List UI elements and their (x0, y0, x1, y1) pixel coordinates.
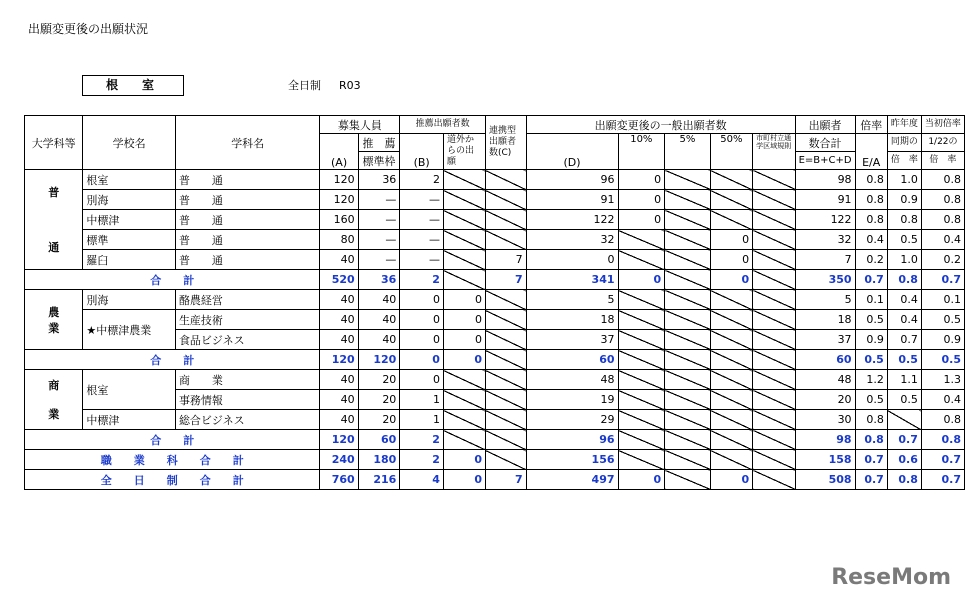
cell-slash (618, 430, 665, 450)
shokugyo-sum-label: 職 業 科 合 計 (25, 450, 320, 470)
cell-slash (485, 410, 526, 430)
cell-ratio: 0.9 (855, 330, 887, 350)
cell-d: 497 (526, 470, 618, 490)
cell-slash (485, 350, 526, 370)
cell-slash (485, 430, 526, 450)
group-nogyo-1: 農 (48, 305, 60, 319)
cell-slash (710, 190, 752, 210)
cell-slash (618, 230, 665, 250)
cell-s: — (358, 210, 400, 230)
course-name: 普 通 (175, 230, 320, 250)
cell-slash (485, 390, 526, 410)
header-total3: E=B+C+D (795, 152, 855, 170)
header-ratio2: E/A (855, 134, 887, 170)
cell-d: 18 (526, 310, 618, 330)
cell-init: 0.7 (921, 470, 964, 490)
cell-init: 0.4 (921, 230, 964, 250)
cell-slash (618, 310, 665, 330)
cell-a: 120 (320, 350, 358, 370)
cell-s: 120 (358, 350, 400, 370)
course-name: 総合ビジネス (175, 410, 320, 430)
cell-slash (753, 370, 795, 390)
header-recruit-a: (A) (320, 134, 358, 170)
cell-slash (710, 430, 752, 450)
resemom-watermark: ReseMom (831, 565, 951, 590)
cell-s: — (358, 230, 400, 250)
cell-b: 2 (400, 270, 444, 290)
cell-d: 96 (526, 170, 618, 190)
cell-b: 1 (400, 390, 444, 410)
cell-e: 37 (795, 330, 855, 350)
cell-init: 0.8 (921, 410, 964, 430)
cell-o: 0 (443, 470, 485, 490)
cell-ratio: 0.8 (855, 210, 887, 230)
cell-o: 0 (443, 310, 485, 330)
cell-b: 2 (400, 430, 444, 450)
system-label (288, 77, 379, 93)
cell-init: 0.1 (921, 290, 964, 310)
cell-slash (665, 230, 711, 250)
cell-last: 0.5 (887, 230, 921, 250)
cell-slash (753, 170, 795, 190)
cell-init: 0.8 (921, 210, 964, 230)
shogyo-sum-label: 合 計 (25, 430, 320, 450)
cell-slash (710, 290, 752, 310)
cell-b: 2 (400, 450, 444, 470)
cell-slash (710, 350, 752, 370)
cell-slash (485, 290, 526, 310)
cell-b: 2 (400, 170, 444, 190)
cell-ratio: 1.2 (855, 370, 887, 390)
cell-slash (665, 250, 711, 270)
cell-ratio: 0.5 (855, 310, 887, 330)
cell-slash (710, 170, 752, 190)
cell-slash (618, 350, 665, 370)
cell-a: 120 (320, 170, 358, 190)
cell-c: 7 (485, 470, 526, 490)
cell-slash (710, 390, 752, 410)
cell-s: 40 (358, 330, 400, 350)
cell-slash (753, 350, 795, 370)
cell-b: — (400, 250, 444, 270)
cell-d: 341 (526, 270, 618, 290)
cell-a: 40 (320, 330, 358, 350)
course-name: 普 通 (175, 190, 320, 210)
cell-p10: 0 (618, 170, 665, 190)
cell-c: 7 (485, 270, 526, 290)
cell-slash (665, 370, 711, 390)
header-initial1: 当初倍率 (921, 116, 964, 134)
cell-slash (710, 410, 752, 430)
cell-d: 91 (526, 190, 618, 210)
cell-slash (665, 330, 711, 350)
cell-e: 350 (795, 270, 855, 290)
cell-slash (710, 310, 752, 330)
course-name: 事務情報 (175, 390, 320, 410)
course-name: 普 通 (175, 210, 320, 230)
cell-s: — (358, 190, 400, 210)
course-name: 酪農経営 (175, 290, 320, 310)
header-p50: 50% (710, 134, 752, 170)
header-b: (B) (400, 134, 444, 170)
header-municipal: 市町村立通学区域規則 (753, 134, 795, 170)
cell-slash (618, 410, 665, 430)
cell-slash (443, 230, 485, 250)
cell-p50: 0 (710, 250, 752, 270)
cell-slash (753, 290, 795, 310)
header-ratio: 倍率 (855, 116, 887, 134)
cell-a: 40 (320, 410, 358, 430)
cell-slash (753, 190, 795, 210)
header-last-year1: 昨年度 (887, 116, 921, 134)
cell-slash (485, 450, 526, 470)
cell-a: 40 (320, 390, 358, 410)
header-out-of-pref: 道外からの出願 (443, 134, 485, 170)
header-suisen1: 推 薦 (358, 134, 400, 152)
group-futsu-1: 普 (48, 186, 60, 199)
cell-last: 1.0 (887, 170, 921, 190)
cell-slash (753, 230, 795, 250)
cell-slash (443, 170, 485, 190)
group-shogyo-1: 商 (48, 379, 60, 392)
cell-ratio: 0.5 (855, 390, 887, 410)
header-total1: 出願者 (795, 116, 855, 134)
cell-e: 508 (795, 470, 855, 490)
cell-last: 0.6 (887, 450, 921, 470)
nogyo-sum-label: 合 計 (25, 350, 320, 370)
cell-init: 0.2 (921, 250, 964, 270)
cell-slash (710, 210, 752, 230)
cell-slash (665, 410, 711, 430)
cell-slash (443, 270, 485, 290)
cell-slash (753, 270, 795, 290)
system-type: 全日制 (288, 79, 321, 92)
cell-slash (443, 430, 485, 450)
cell-slash (618, 370, 665, 390)
cell-e: 5 (795, 290, 855, 310)
cell-b: — (400, 230, 444, 250)
cell-ratio: 0.5 (855, 350, 887, 370)
cell-ratio: 0.7 (855, 450, 887, 470)
cell-d: 60 (526, 350, 618, 370)
cell-ratio: 0.4 (855, 230, 887, 250)
group-shogyo-2: 業 (48, 408, 60, 421)
cell-ratio: 0.7 (855, 470, 887, 490)
cell-b: — (400, 190, 444, 210)
region-label: 根 室 (82, 75, 184, 96)
cell-b: 0 (400, 330, 444, 350)
cell-a: 520 (320, 270, 358, 290)
cell-slash (618, 250, 665, 270)
course-name: 普 通 (175, 170, 320, 190)
header-last-year3: 倍 率 (887, 152, 921, 170)
cell-o: 0 (443, 450, 485, 470)
cell-d: 19 (526, 390, 618, 410)
cell-slash (665, 270, 711, 290)
school-name: 別海 (83, 290, 176, 310)
school-name: 中標津 (83, 210, 176, 230)
cell-slash (443, 390, 485, 410)
cell-s: 60 (358, 430, 400, 450)
page-title: 出願変更後の出願状況 (28, 22, 149, 36)
cell-init: 0.7 (921, 450, 964, 470)
cell-slash (665, 170, 711, 190)
cell-slash (443, 210, 485, 230)
cell-slash (710, 450, 752, 470)
cell-b: 0 (400, 350, 444, 370)
cell-slash (753, 470, 795, 490)
cell-slash (485, 190, 526, 210)
cell-slash (665, 190, 711, 210)
cell-a: 120 (320, 430, 358, 450)
cell-slash (665, 350, 711, 370)
cell-s: 40 (358, 290, 400, 310)
cell-a: 80 (320, 230, 358, 250)
cell-a: 40 (320, 290, 358, 310)
cell-s: — (358, 250, 400, 270)
cell-d: 156 (526, 450, 618, 470)
cell-s: 20 (358, 370, 400, 390)
cell-e: 48 (795, 370, 855, 390)
header-d: (D) (526, 134, 618, 170)
cell-slash (618, 450, 665, 470)
cell-slash (485, 230, 526, 250)
header-suisen-apps: 推薦出願者数 (400, 116, 486, 134)
group-futsu-2: 通 (48, 241, 60, 254)
cell-s: 20 (358, 390, 400, 410)
cell-b: — (400, 210, 444, 230)
cell-e: 98 (795, 430, 855, 450)
cell-last: 0.8 (887, 270, 921, 290)
cell-d: 29 (526, 410, 618, 430)
cell-p10: 0 (618, 190, 665, 210)
cell-last: 0.8 (887, 470, 921, 490)
header-school: 学校名 (83, 116, 176, 170)
group-shogyo (25, 370, 83, 430)
header-last-year2: 同期の (887, 134, 921, 152)
cell-d: 122 (526, 210, 618, 230)
cell-last: 0.4 (887, 290, 921, 310)
cell-last: 0.5 (887, 390, 921, 410)
header-general: 出願変更後の一般出願者数 (526, 116, 795, 134)
cell-ratio: 0.8 (855, 170, 887, 190)
cell-e: 122 (795, 210, 855, 230)
cell-a: 40 (320, 370, 358, 390)
cell-ratio: 0.2 (855, 250, 887, 270)
header-recruit: 募集人員 (320, 116, 400, 134)
cell-slash (665, 210, 711, 230)
cell-init: 0.9 (921, 330, 964, 350)
cell-last: 0.8 (887, 210, 921, 230)
cell-d: 96 (526, 430, 618, 450)
cell-e: 7 (795, 250, 855, 270)
header-renkei: 連携型出願者数(C) (485, 116, 526, 170)
cell-b: 0 (400, 290, 444, 310)
cell-e: 158 (795, 450, 855, 470)
cell-d: 5 (526, 290, 618, 310)
cell-d: 0 (526, 250, 618, 270)
cell-e: 18 (795, 310, 855, 330)
cell-e: 30 (795, 410, 855, 430)
cell-slash (665, 430, 711, 450)
cell-e: 20 (795, 390, 855, 410)
cell-o: 0 (443, 330, 485, 350)
school-name: 別海 (83, 190, 176, 210)
course-name: 生産技術 (175, 310, 320, 330)
header-course: 学科名 (175, 116, 320, 170)
school-name: 根室 (83, 170, 176, 190)
group-futsu (25, 170, 83, 270)
cell-e: 60 (795, 350, 855, 370)
cell-s: 40 (358, 310, 400, 330)
cell-slash (665, 310, 711, 330)
cell-b: 0 (400, 310, 444, 330)
cell-slash (753, 310, 795, 330)
cell-e: 32 (795, 230, 855, 250)
cell-init: 0.8 (921, 170, 964, 190)
school-name: 中標津 (83, 410, 176, 430)
cell-p50: 0 (710, 230, 752, 250)
cell-c: 7 (485, 250, 526, 270)
course-name: 普 通 (175, 250, 320, 270)
cell-slash (485, 310, 526, 330)
cell-s: 180 (358, 450, 400, 470)
cell-a: 40 (320, 310, 358, 330)
cell-ratio: 0.7 (855, 270, 887, 290)
cell-d: 32 (526, 230, 618, 250)
header-initial3: 倍 率 (921, 152, 964, 170)
cell-b: 4 (400, 470, 444, 490)
cell-slash (443, 250, 485, 270)
zen-sum-label: 全 日 制 合 計 (25, 470, 320, 490)
cell-init: 0.8 (921, 190, 964, 210)
cell-init: 0.8 (921, 430, 964, 450)
cell-last: 0.4 (887, 310, 921, 330)
cell-slash (665, 470, 711, 490)
header-p5: 5% (665, 134, 711, 170)
school-name: 根室 (83, 370, 176, 410)
cell-slash (665, 290, 711, 310)
cell-slash (618, 390, 665, 410)
cell-init: 0.5 (921, 310, 964, 330)
application-table (24, 115, 965, 490)
cell-p10: 0 (618, 270, 665, 290)
cell-ratio: 0.1 (855, 290, 887, 310)
cell-b: 0 (400, 370, 444, 390)
cell-d: 48 (526, 370, 618, 390)
cell-slash (665, 390, 711, 410)
cell-s: 36 (358, 270, 400, 290)
cell-last: 0.9 (887, 190, 921, 210)
cell-s: 36 (358, 170, 400, 190)
cell-slash (443, 410, 485, 430)
cell-slash (887, 410, 921, 430)
course-name: 商 業 (175, 370, 320, 390)
header-p10: 10% (618, 134, 665, 170)
school-name: 標準 (83, 230, 176, 250)
cell-e: 91 (795, 190, 855, 210)
cell-last: 1.0 (887, 250, 921, 270)
cell-last: 0.7 (887, 330, 921, 350)
cell-d: 37 (526, 330, 618, 350)
header-suisen2: 標準枠 (358, 152, 400, 170)
cell-slash (485, 170, 526, 190)
course-name: 食品ビジネス (175, 330, 320, 350)
cell-last: 1.1 (887, 370, 921, 390)
cell-slash (485, 370, 526, 390)
cell-o: 0 (443, 290, 485, 310)
cell-last: 0.7 (887, 430, 921, 450)
cell-slash (665, 450, 711, 470)
header-dept: 大学科等 (25, 116, 83, 170)
cell-p50: 0 (710, 470, 752, 490)
school-name: ★中標津農業 (83, 310, 176, 350)
cell-slash (753, 450, 795, 470)
cell-slash (753, 330, 795, 350)
year-label: R03 (339, 79, 361, 92)
cell-a: 40 (320, 250, 358, 270)
cell-a: 760 (320, 470, 358, 490)
cell-slash (618, 290, 665, 310)
cell-last: 0.5 (887, 350, 921, 370)
cell-a: 120 (320, 190, 358, 210)
group-nogyo (25, 290, 83, 350)
school-name: 羅臼 (83, 250, 176, 270)
cell-slash (753, 210, 795, 230)
cell-slash (443, 190, 485, 210)
cell-ratio: 0.8 (855, 190, 887, 210)
cell-slash (753, 390, 795, 410)
cell-slash (485, 330, 526, 350)
cell-s: 20 (358, 410, 400, 430)
cell-p10: 0 (618, 470, 665, 490)
cell-slash (710, 370, 752, 390)
cell-init: 0.7 (921, 270, 964, 290)
cell-a: 240 (320, 450, 358, 470)
cell-o: 0 (443, 350, 485, 370)
header-initial2: 1/22の (921, 134, 964, 152)
cell-slash (710, 330, 752, 350)
cell-slash (753, 430, 795, 450)
futsu-sum-label: 合 計 (25, 270, 320, 290)
cell-b: 1 (400, 410, 444, 430)
cell-slash (753, 250, 795, 270)
cell-slash (443, 370, 485, 390)
cell-ratio: 0.8 (855, 430, 887, 450)
cell-ratio: 0.8 (855, 410, 887, 430)
cell-e: 98 (795, 170, 855, 190)
cell-init: 1.3 (921, 370, 964, 390)
cell-s: 216 (358, 470, 400, 490)
cell-init: 0.4 (921, 390, 964, 410)
cell-init: 0.5 (921, 350, 964, 370)
cell-p10: 0 (618, 210, 665, 230)
cell-p50: 0 (710, 270, 752, 290)
header-total2: 数合計 (795, 134, 855, 152)
cell-slash (485, 210, 526, 230)
group-nogyo-2: 業 (48, 321, 60, 335)
cell-slash (618, 330, 665, 350)
cell-a: 160 (320, 210, 358, 230)
cell-slash (753, 410, 795, 430)
